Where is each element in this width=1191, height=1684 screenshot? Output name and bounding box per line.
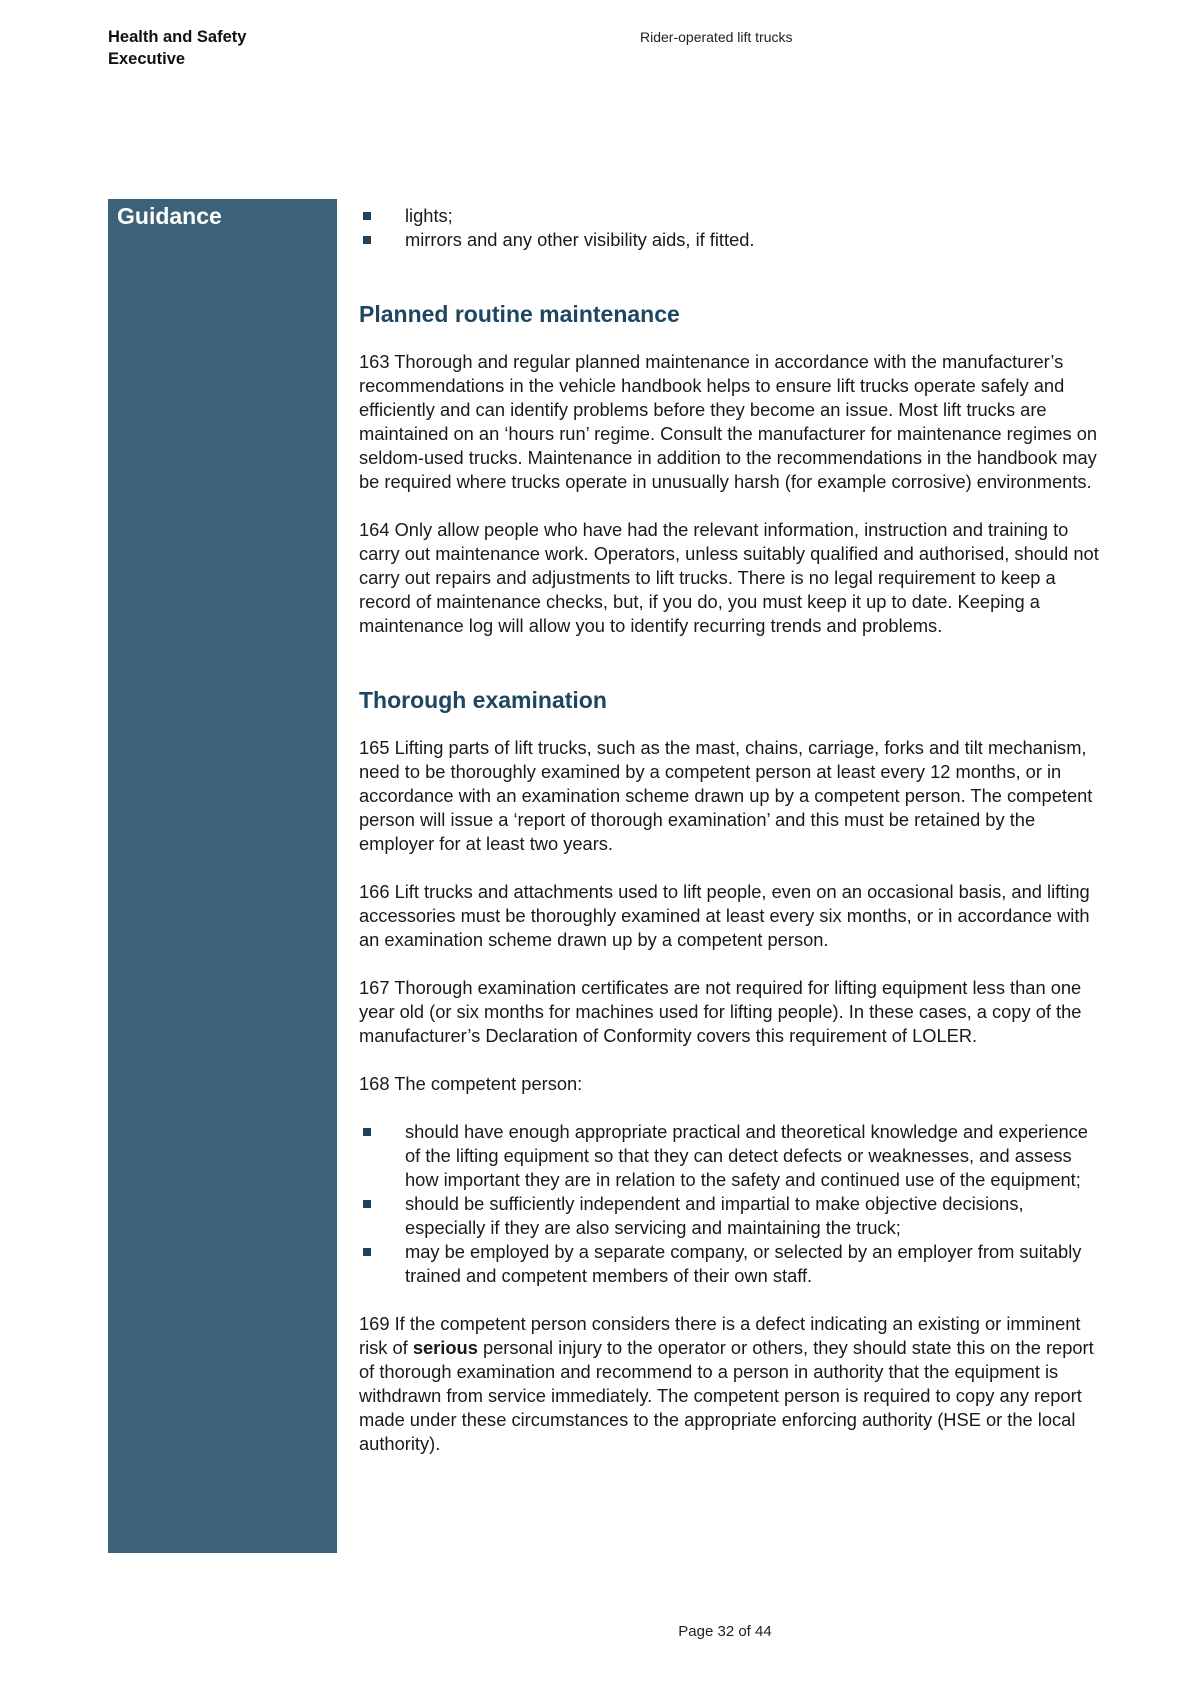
page-number: Page 32 of 44	[678, 1623, 772, 1640]
paragraph-165: 165 Lifting parts of lift trucks, such as the mast, chains, carriage, forks and tilt mechanism, need to be thoroughly examined by a competent person at least every 12 months, or in accordance with an examination scheme drawn up by a competent person. The competent person will issue a ‘report of thorough examination’ and this must be retained by the employer for at least two years.	[359, 737, 1093, 854]
main-content	[359, 204, 1099, 1480]
list-item	[359, 228, 1099, 252]
competent-person-bullet-list	[359, 1120, 1099, 1288]
square-bullet-icon	[363, 212, 371, 220]
document-title: Rider-operated lift trucks	[640, 29, 793, 45]
list-item	[359, 1192, 1099, 1240]
list-item-text: may be employed by a separate company, or selected by an employer from suitably trained and competent members of their own staff.	[405, 1241, 1082, 1286]
list-item-text: lights;	[405, 205, 453, 226]
organisation-name: Health and Safety Executive	[108, 28, 247, 68]
paragraph-169	[359, 1312, 1099, 1456]
paragraph-168: 168 The competent person:	[359, 1073, 583, 1094]
paragraph-163: 163 Thorough and regular planned maintenance in accordance with the manufacturer’s recommendations in the vehicle handbook helps to ensure lift trucks operate safely and efficiently and can identify problems before they become an issue. Most lift trucks are maintained on an ‘hours run’ regime. Consult the manufacturer for maintenance regimes on seldom-used trucks. Maintenance in addition to the recommendations in the handbook may be required where trucks operate in unusually harsh (for example corrosive) environments.	[359, 351, 1098, 492]
square-bullet-icon	[363, 1128, 371, 1136]
paragraph-164: 164 Only allow people who have had the relevant information, instruction and training to carry out maintenance work. Operators, unless suitably qualified and authorised, should not carry out repairs and adjustments to lift trucks. There is no legal requirement to keep a record of maintenance checks, but, if you do, you must keep it up to date. Keeping a maintenance log will allow you to identify recurring trends and problems.	[359, 519, 1099, 636]
square-bullet-icon	[363, 236, 371, 244]
paragraph-169-end: personal injury to the operator or others, they should state this on the report of thorough examination and recommend to a person in authority that the equipment is withdrawn from service immediately. The competent person is required to copy any report made under these circumstances to the appropriate enforcing authority (HSE or the local authority).	[359, 1337, 1094, 1454]
square-bullet-icon	[363, 1200, 371, 1208]
list-item	[359, 1240, 1099, 1288]
list-item	[359, 204, 1099, 228]
paragraph-169-start: 169 If the competent person considers there is a defect indicating an existing or imminent risk of	[359, 1313, 1081, 1358]
list-item-text: mirrors and any other visibility aids, if fitted.	[405, 229, 755, 250]
list-item	[359, 1120, 1099, 1192]
guidance-label: Guidance	[117, 203, 222, 229]
intro-bullet-list	[359, 204, 1099, 252]
emphasis-serious: serious	[412, 1337, 478, 1358]
paragraph-167: 167 Thorough examination certificates are not required for lifting equipment less than one year old (or six months for machines used for lifting people). In these cases, a copy of the manufacturer’s Declaration of Conformity covers this requirement of LOLER.	[359, 977, 1082, 1046]
section-heading-planned-maintenance: Planned routine maintenance	[359, 301, 680, 327]
guidance-sidebar	[108, 199, 337, 1553]
list-item-text: should be sufficiently independent and impartial to make objective decisions, especially if they are also servicing and maintaining the truck;	[405, 1193, 1024, 1238]
list-item-text: should have enough appropriate practical and theoretical knowledge and experience of the lifting equipment so that they can detect defects or weaknesses, and assess how important they are in relation to the safety and continued use of the equipment;	[405, 1121, 1088, 1190]
paragraph-166: 166 Lift trucks and attachments used to lift people, even on an occasional basis, and lifting accessories must be thoroughly examined at least every six months, or in accordance with an examination scheme drawn up by a competent person.	[359, 881, 1090, 950]
square-bullet-icon	[363, 1248, 371, 1256]
section-heading-thorough-examination: Thorough examination	[359, 687, 607, 713]
